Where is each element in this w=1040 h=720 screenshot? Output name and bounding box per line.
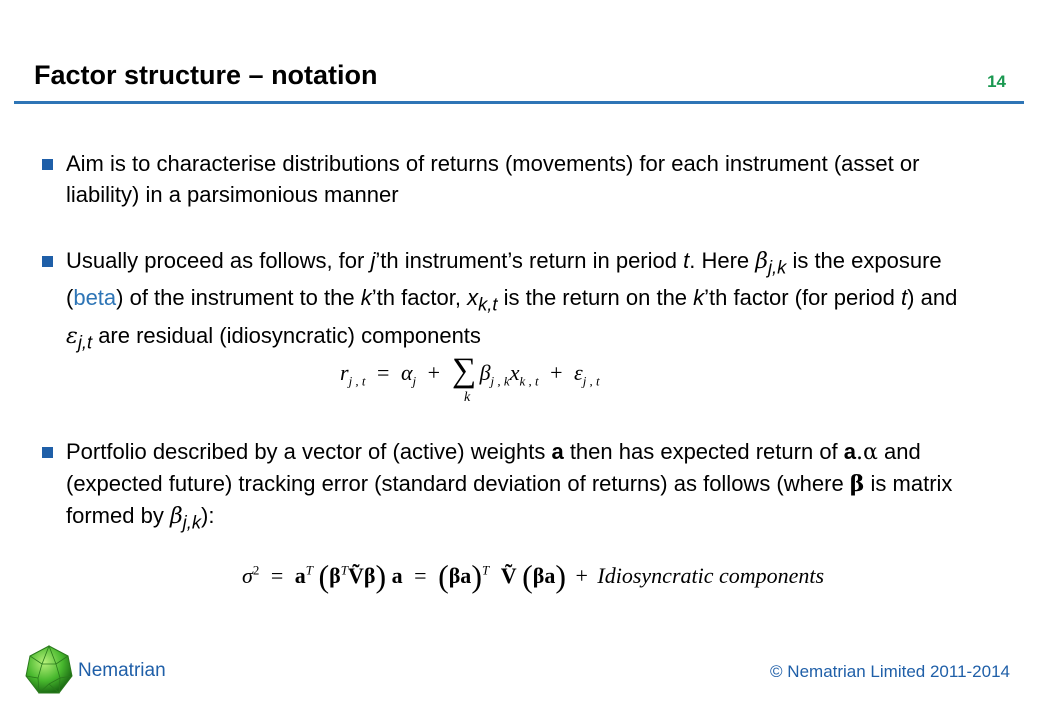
eq-V-beta: Ṽβ bbox=[348, 563, 376, 588]
vector-a: a bbox=[551, 439, 564, 464]
eq-beta: β bbox=[329, 563, 341, 588]
eq-paren: ) bbox=[471, 558, 482, 594]
eq-sub: j , t bbox=[582, 373, 600, 389]
title-underline bbox=[14, 101, 1024, 104]
eq-sub: k , t bbox=[519, 373, 539, 389]
eq-sum-sign: ∑ bbox=[452, 352, 477, 389]
eq-plus: + bbox=[427, 360, 441, 385]
text-run: ): bbox=[201, 503, 215, 528]
bullet-marker bbox=[42, 447, 53, 458]
eq-transpose: T bbox=[481, 562, 490, 578]
bullet-marker bbox=[42, 159, 53, 170]
bullet-2-text bbox=[66, 245, 986, 357]
text-run: ) of the instrument to the bbox=[116, 285, 361, 311]
var-t: t bbox=[683, 248, 690, 273]
eq-plus: + bbox=[575, 563, 588, 588]
page-number: 14 bbox=[987, 72, 1006, 91]
vector-a: a bbox=[843, 439, 857, 464]
subscript-jk: j,k bbox=[182, 511, 201, 533]
nematrian-polyhedron-icon bbox=[24, 644, 74, 701]
slide-title: Factor structure – notation bbox=[34, 60, 378, 90]
eq-sup: 2 bbox=[252, 562, 260, 578]
bullet-1-text: Aim is to characterise distributions of returns (movements) for each instrument (asset or liability) in a parsimonious manner bbox=[66, 151, 920, 207]
eq-beta-a: βa bbox=[532, 563, 556, 588]
beta-link[interactable]: beta bbox=[73, 285, 117, 311]
eq-transpose: T bbox=[340, 562, 348, 578]
footer-brand: Nematrian bbox=[78, 660, 166, 681]
text-run: then has expected return of bbox=[563, 439, 844, 464]
eq-sub: j , k bbox=[490, 373, 510, 389]
eq-beta: β bbox=[479, 360, 491, 385]
bullet-marker bbox=[42, 256, 53, 267]
eq-epsilon: ε bbox=[574, 360, 583, 385]
eq-transpose: T bbox=[305, 562, 314, 578]
footer-copyright: © Nematrian Limited 2011-2014 bbox=[770, 662, 1010, 681]
equation-factor-model bbox=[340, 352, 600, 405]
var-k: k bbox=[360, 285, 372, 311]
eq-alpha: α bbox=[400, 360, 413, 385]
eq-sum-index: k bbox=[464, 390, 471, 405]
matrix-beta: β bbox=[849, 471, 865, 497]
text-run: ’th instrument’s return in period bbox=[375, 248, 684, 273]
bullet-3 bbox=[36, 436, 986, 537]
subscript-kt: k,t bbox=[478, 293, 498, 315]
text-run: is the return on the bbox=[497, 285, 694, 311]
bullet-1 bbox=[36, 148, 986, 210]
eq-equals: = bbox=[377, 360, 390, 385]
text-run: is matrix formed by bbox=[66, 471, 953, 528]
subscript-jt: j,t bbox=[77, 331, 93, 353]
eq-a: a bbox=[294, 563, 306, 588]
eq-paren: ) bbox=[375, 558, 387, 594]
symbol-beta: β bbox=[169, 504, 183, 529]
equation-tracking-error bbox=[242, 558, 824, 595]
eq-paren: ( bbox=[522, 558, 533, 594]
eq-sub: j , t bbox=[348, 373, 366, 389]
text-run: are residual (idiosyncratic) components bbox=[92, 322, 481, 348]
eq-sub: j bbox=[412, 373, 417, 389]
text-run: and (expected future) tracking error (standard deviation of returns) as follows (where bbox=[66, 439, 921, 496]
text-run: ’th factor (for period bbox=[704, 285, 902, 311]
text-run: Portfolio described by a vector of (active) weights bbox=[66, 439, 552, 464]
var-x: x bbox=[467, 285, 479, 311]
symbol-epsilon: ε bbox=[66, 323, 78, 349]
text-run: is the exposure ( bbox=[66, 248, 942, 311]
var-k: k bbox=[693, 285, 705, 311]
text-run: ’th factor, bbox=[371, 285, 468, 311]
subscript-jk: j,k bbox=[767, 256, 787, 278]
symbol-beta: β bbox=[755, 249, 768, 274]
eq-paren: ) bbox=[555, 558, 566, 594]
eq-sigma: σ bbox=[242, 563, 253, 588]
eq-equals: = bbox=[414, 563, 427, 588]
eq-idiosyncratic: Idiosyncratic components bbox=[597, 563, 825, 588]
bullet-3-text bbox=[66, 436, 986, 537]
eq-r: r bbox=[340, 360, 349, 385]
text-run: . Here bbox=[689, 248, 756, 273]
eq-x: x bbox=[509, 360, 520, 385]
text-run: Usually proceed as follows, for bbox=[66, 248, 371, 273]
eq-V: Ṽ bbox=[500, 563, 517, 588]
text-run: ) and bbox=[907, 285, 958, 311]
symbol-alpha: .α bbox=[856, 440, 878, 465]
eq-paren: ( bbox=[318, 558, 330, 594]
var-j: j bbox=[370, 248, 376, 273]
eq-plus: + bbox=[550, 360, 563, 385]
eq-equals: = bbox=[270, 563, 284, 588]
var-t: t bbox=[901, 285, 908, 311]
bullet-2 bbox=[36, 245, 986, 357]
eq-beta-a: βa bbox=[448, 563, 472, 588]
eq-a: a bbox=[391, 563, 403, 588]
eq-paren: ( bbox=[438, 558, 449, 594]
